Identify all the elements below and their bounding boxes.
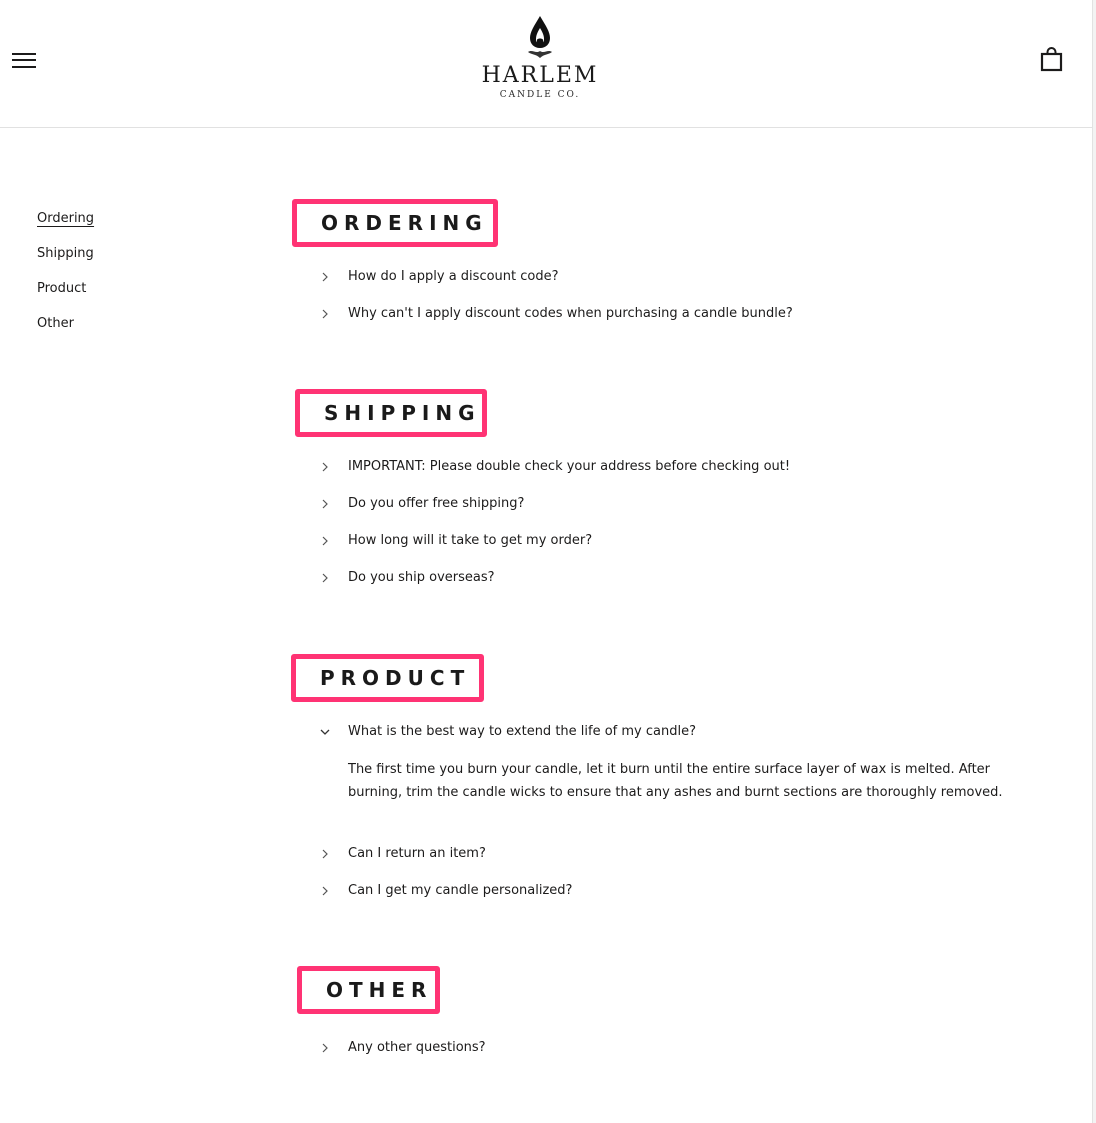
faq-question[interactable]: Any other questions? [348,1040,486,1055]
faq-question[interactable]: How long will it take to get my order? [348,533,593,548]
menu-button[interactable] [12,52,36,68]
section-title: OTHER [297,966,440,1014]
hamburger-icon [12,53,36,55]
faq-item[interactable] [292,267,793,287]
faq-item[interactable] [292,844,1048,864]
chevron-right-icon [320,499,330,509]
faq-question[interactable]: Can I get my candle personalized? [348,883,573,898]
faq-question[interactable]: What is the best way to extend the life of my candle? [348,724,696,739]
faq-question[interactable]: Do you ship overseas? [348,570,495,585]
logo-subtitle: CANDLE CO. [499,90,581,100]
section-title: SHIPPING [295,389,487,437]
chevron-down-icon [320,727,330,737]
hamburger-icon-line [12,66,36,68]
cart-button[interactable] [1040,46,1064,72]
faq-item[interactable] [292,568,790,588]
section-title: PRODUCT [291,654,484,702]
faq-answer: The first time you burn your candle, let it burn until the entire surface layer of wax is melted. After burning, trim the candle wicks to ensure that any ashes and burnt sections are thoroughly removed. [348,762,1003,800]
section-title: ORDERING [292,199,498,247]
sidebar-item-other[interactable]: Other [37,316,74,331]
faq-item[interactable] [292,457,790,477]
chevron-right-icon [320,849,330,859]
faq-category-nav [37,210,94,350]
section-product [291,654,1048,918]
chevron-right-icon [320,1043,330,1053]
shopping-bag-icon [1040,46,1064,72]
chevron-right-icon [320,462,330,472]
hamburger-icon-line [12,59,36,61]
page-scrollbar[interactable] [1092,0,1096,1123]
faq-list [292,722,1048,901]
faq-question[interactable]: IMPORTANT: Please double check your address before checking out! [348,459,791,474]
flame-logo-icon [520,14,560,62]
faq-item[interactable] [292,304,793,324]
faq-item-expanded[interactable] [292,722,1048,804]
faq-item[interactable] [292,1038,486,1058]
section-other [297,966,486,1075]
faq-question[interactable]: How do I apply a discount code? [348,269,559,284]
sidebar-item-ordering[interactable]: Ordering [37,211,95,226]
logo[interactable] [470,14,610,106]
faq-item[interactable] [292,881,1048,901]
chevron-right-icon [320,536,330,546]
faq-item[interactable] [292,494,790,514]
sidebar-item-shipping[interactable]: Shipping [37,246,94,261]
faq-list [292,457,790,588]
faq-item[interactable] [292,531,790,551]
faq-question[interactable]: Why can't I apply discount codes when purchasing a candle bundle? [348,306,793,321]
logo-brand: HARLEM [481,63,599,88]
faq-question[interactable]: Can I return an item? [348,846,486,861]
faq-list [292,267,793,324]
section-ordering [292,199,793,341]
site-header [0,0,1092,128]
faq-list [292,1038,486,1058]
section-shipping [295,389,790,605]
sidebar-item-product[interactable]: Product [37,281,87,296]
chevron-right-icon [320,573,330,583]
chevron-right-icon [320,886,330,896]
faq-question[interactable]: Do you offer free shipping? [348,496,525,511]
chevron-right-icon [320,309,330,319]
chevron-right-icon [320,272,330,282]
